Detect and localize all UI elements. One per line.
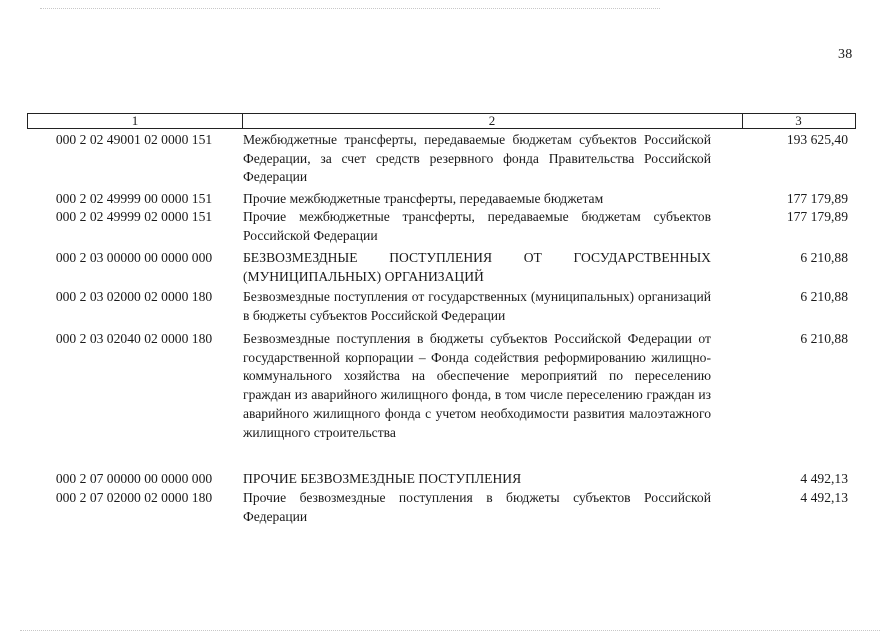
budget-code: 000 2 07 02000 02 0000 180 (55, 490, 213, 505)
header-col-3: 3 (795, 113, 802, 128)
budget-code: 000 2 03 02040 02 0000 180 (55, 331, 213, 346)
scan-edge-top (40, 8, 660, 9)
row-description: БЕЗВОЗМЕЗДНЫЕ ПОСТУПЛЕНИЯ ОТ ГОСУДАРСТВЕННЫХ (МУНИЦИПАЛЬНЫХ) ОРГАНИЗАЦИЙ (243, 250, 711, 284)
row-amount: 6 210,88 (800, 250, 848, 265)
row-amount: 177 179,89 (786, 191, 848, 206)
budget-code: 000 2 03 02000 02 0000 180 (55, 289, 213, 304)
row-amount: 6 210,88 (800, 331, 848, 346)
row-description: Прочие безвозмездные поступления в бюджеты субъектов Российской Федерации (243, 490, 711, 524)
row-amount: 4 492,13 (800, 490, 848, 505)
budget-code: 000 2 02 49001 02 0000 151 (55, 132, 213, 147)
budget-code: 000 2 03 00000 00 0000 000 (55, 250, 213, 265)
row-amount: 6 210,88 (800, 289, 848, 304)
page-number: 38 (838, 47, 853, 62)
row-description: Межбюджетные трансферты, передаваемые бюджетам субъектов Российской Федерации, за счет средств резервного фонда Правительства Российской Федерации (243, 132, 711, 185)
row-description: ПРОЧИЕ БЕЗВОЗМЕЗДНЫЕ ПОСТУПЛЕНИЯ (243, 471, 522, 486)
row-amount: 193 625,40 (786, 132, 848, 147)
table-header (27, 113, 856, 129)
header-col-1: 1 (28, 114, 243, 128)
budget-code: 000 2 02 49999 00 0000 151 (55, 191, 213, 206)
budget-code: 000 2 02 49999 02 0000 151 (55, 209, 213, 224)
header-col-2: 2 (242, 114, 743, 128)
row-description: Прочие межбюджетные трансферты, передаваемые бюджетам субъектов Российской Федерации (243, 209, 711, 243)
budget-code: 000 2 07 00000 00 0000 000 (55, 471, 213, 486)
row-amount: 4 492,13 (800, 471, 848, 486)
row-description: Прочие межбюджетные трансферты, передаваемые бюджетам (243, 191, 604, 206)
scan-edge-bottom (20, 630, 880, 631)
row-description: Безвозмездные поступления от государственных (муниципальных) организаций в бюджеты субъектов Российской Федерации (243, 289, 711, 323)
row-description: Безвозмездные поступления в бюджеты субъектов Российской Федерации от государственной корпорации – Фонда содействия реформированию жилищно-коммунального хозяйства на обеспечение мероприятий по переселению граждан из аварийного жилищного фонда, в том числе переселению граждан из аварийного жилищного фонда с учетом необходимости развития малоэтажного жилищного строительства (243, 331, 711, 440)
row-amount: 177 179,89 (786, 209, 848, 224)
